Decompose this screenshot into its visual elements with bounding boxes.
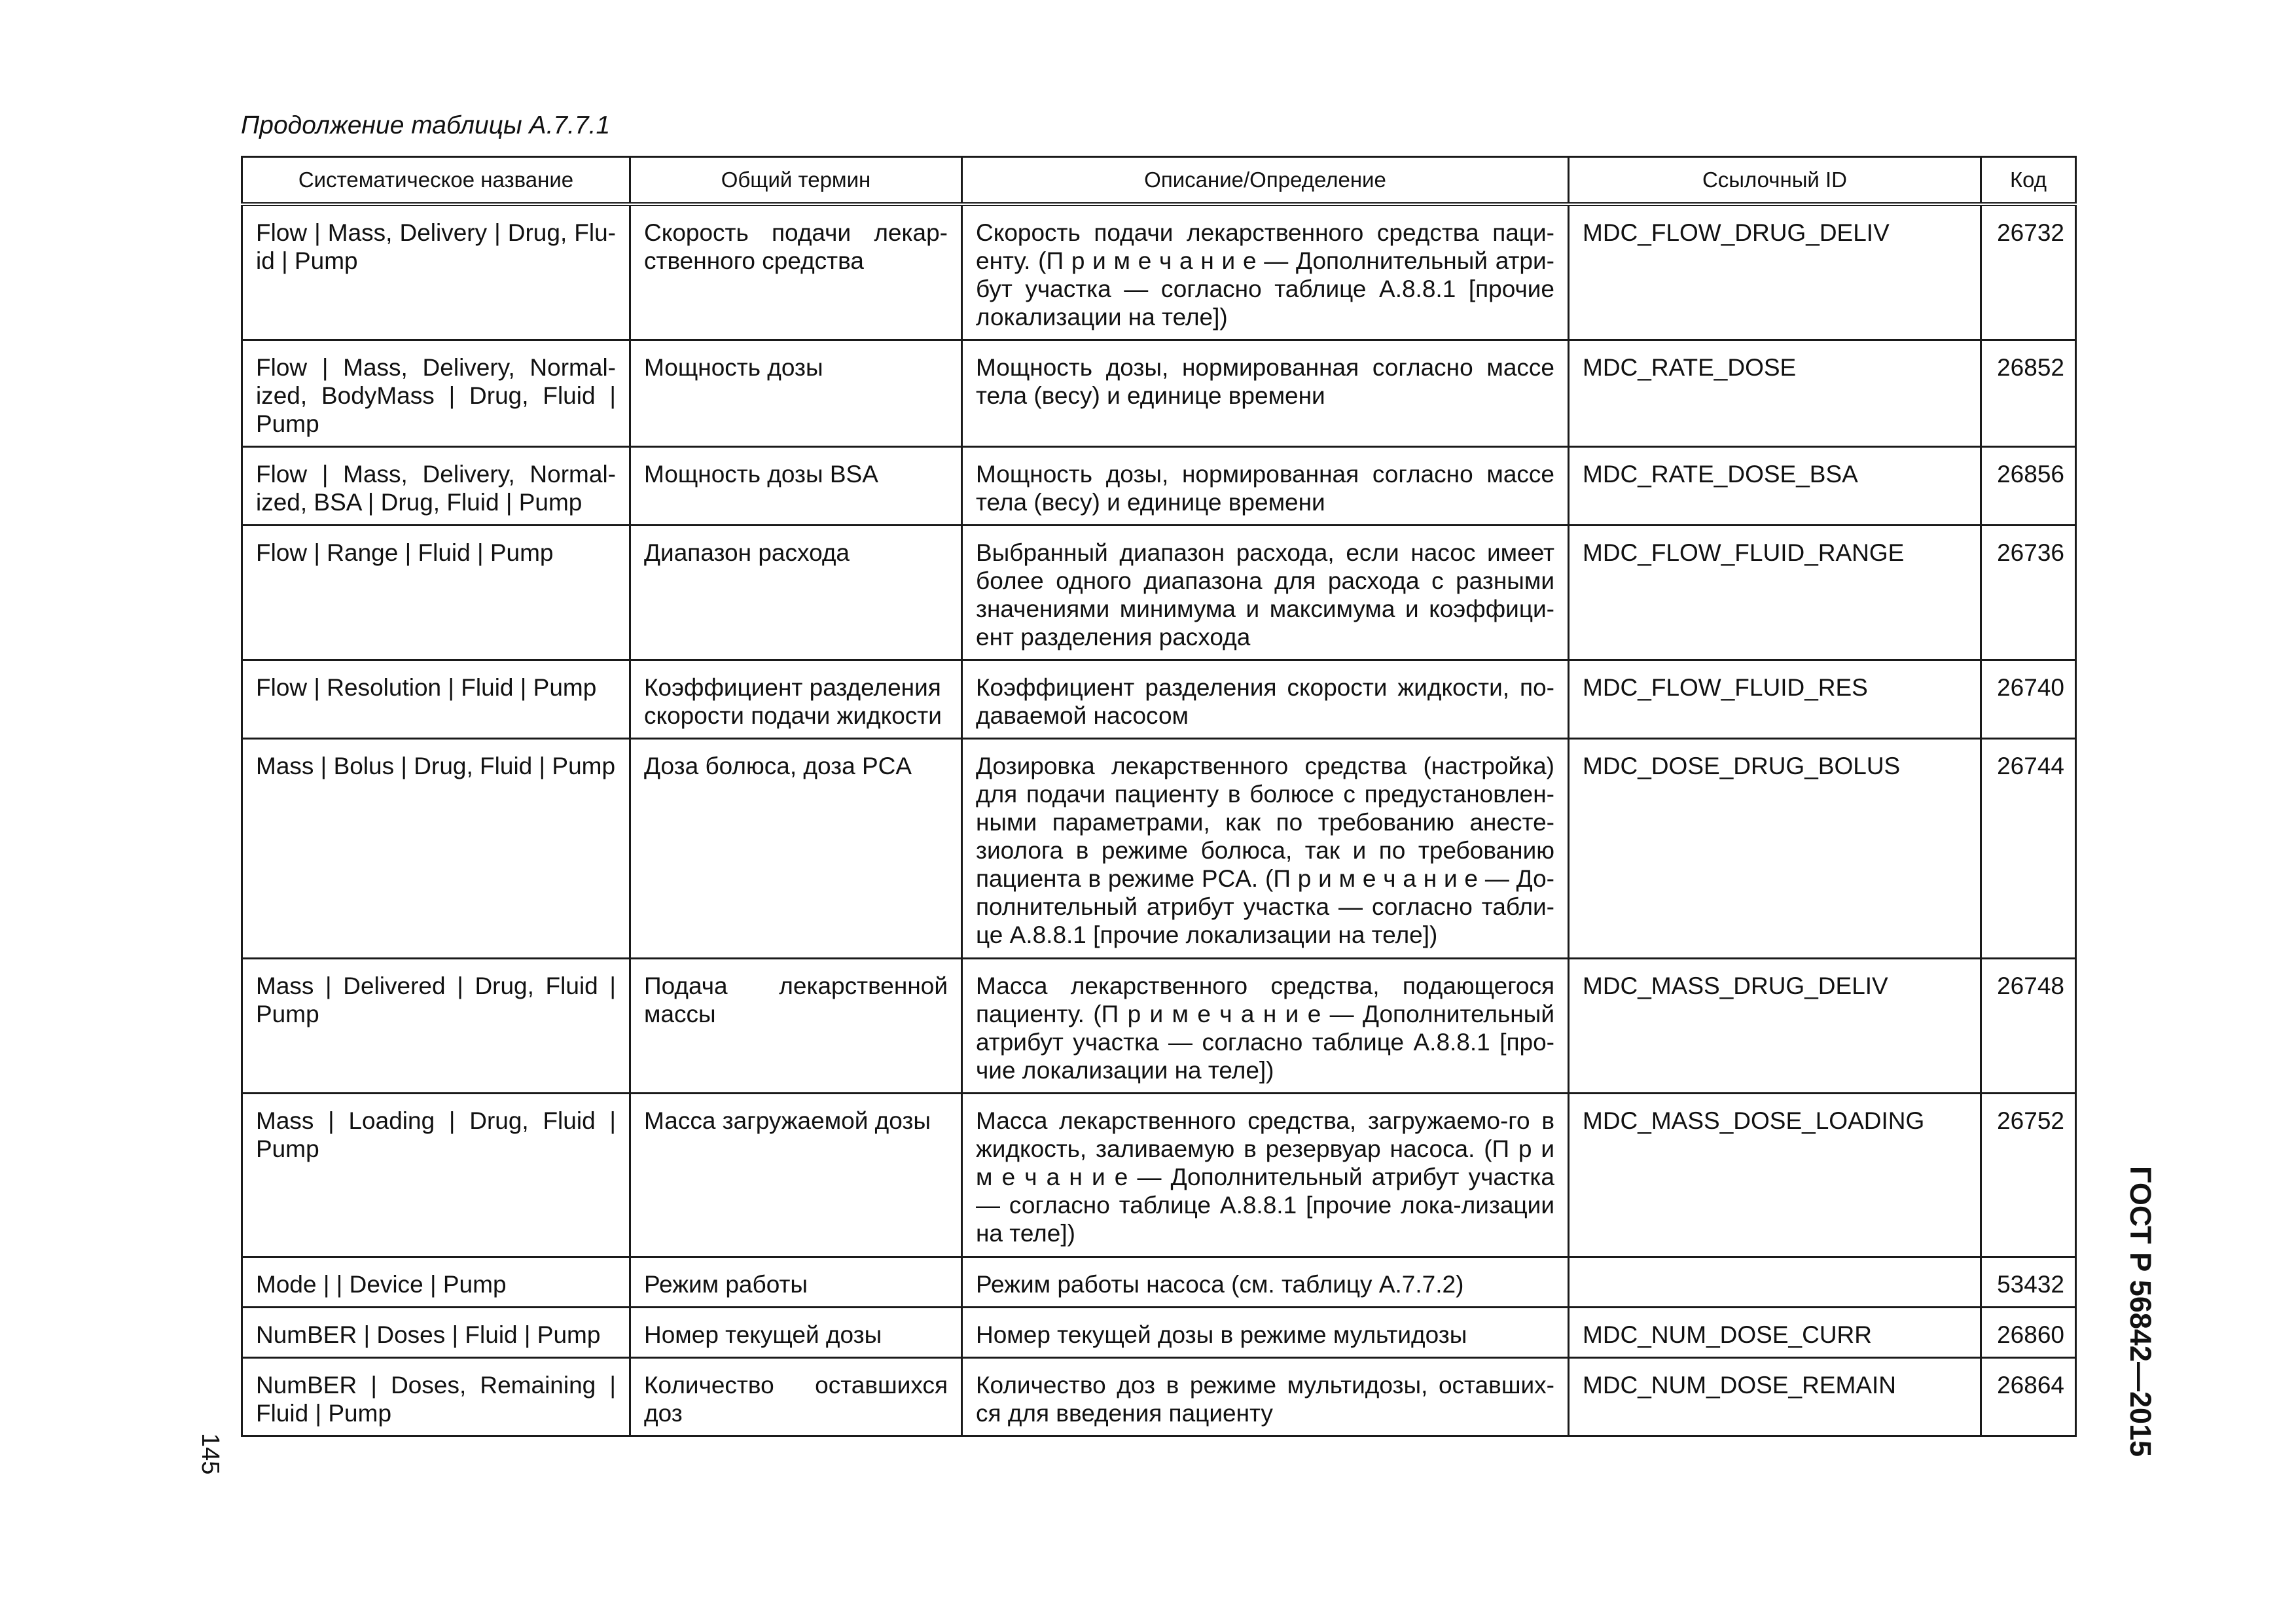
cell-common-term: Мощность дозы (630, 340, 962, 446)
cell-systematic-name: NumBER | Doses, Remaining | Fluid | Pump (242, 1357, 630, 1436)
cell-reference-id: MDC_DOSE_DRUG_BOLUS (1569, 738, 1981, 958)
header-description: Описание/Определение (962, 157, 1569, 204)
table-caption: Продолжение таблицы А.7.7.1 (241, 111, 611, 139)
cell-reference-id: MDC_RATE_DOSE_BSA (1569, 446, 1981, 525)
cell-common-term: Диапазон расхода (630, 525, 962, 660)
cell-systematic-name: Flow | Resolution | Fluid | Pump (242, 660, 630, 738)
table-row (242, 738, 2076, 958)
table-row (242, 204, 2076, 340)
cell-common-term: Скорость подачи лекар-ственного средства (630, 204, 962, 340)
header-common-term: Общий термин (630, 157, 962, 204)
cell-description: Масса лекарственного средства, подающегося пациенту. (П р и м е ч а н и е — Дополнительный атрибут участка — согласно таблице А.8.8.1 [про-чие локализации на теле]) (962, 958, 1569, 1093)
cell-reference-id: MDC_MASS_DRUG_DELIV (1569, 958, 1981, 1093)
cell-common-term: Доза болюса, доза PCA (630, 738, 962, 958)
cell-systematic-name: Mode | | Device | Pump (242, 1257, 630, 1307)
table-header-row (242, 157, 2076, 204)
table-row (242, 958, 2076, 1093)
table-row (242, 1257, 2076, 1307)
cell-reference-id: MDC_FLOW_FLUID_RES (1569, 660, 1981, 738)
cell-common-term: Масса загружаемой дозы (630, 1093, 962, 1257)
cell-common-term: Коэффициент разделения скорости подачи жидкости (630, 660, 962, 738)
table-row (242, 1357, 2076, 1436)
cell-reference-id: MDC_MASS_DOSE_LOADING (1569, 1093, 1981, 1257)
header-reference-id: Ссылочный ID (1569, 157, 1981, 204)
cell-common-term: Подача лекарственной массы (630, 958, 962, 1093)
cell-description: Мощность дозы, нормированная согласно массе тела (весу) и единице времени (962, 340, 1569, 446)
cell-code: 26752 (1981, 1093, 2076, 1257)
cell-reference-id: MDC_NUM_DOSE_CURR (1569, 1307, 1981, 1357)
cell-systematic-name: Flow | Mass, Delivery | Drug, Flu-id | Pump (242, 204, 630, 340)
table-row (242, 1307, 2076, 1357)
cell-code: 53432 (1981, 1257, 2076, 1307)
cell-code: 26732 (1981, 204, 2076, 340)
cell-reference-id (1569, 1257, 1981, 1307)
cell-description: Мощность дозы, нормированная согласно массе тела (весу) и единице времени (962, 446, 1569, 525)
cell-description: Коэффициент разделения скорости жидкости, по-даваемой насосом (962, 660, 1569, 738)
cell-code: 26736 (1981, 525, 2076, 660)
cell-code: 26740 (1981, 660, 2076, 738)
cell-code: 26856 (1981, 446, 2076, 525)
cell-description: Режим работы насоса (см. таблицу А.7.7.2) (962, 1257, 1569, 1307)
cell-systematic-name: NumBER | Doses | Fluid | Pump (242, 1307, 630, 1357)
cell-description: Выбранный диапазон расхода, если насос имеет более одного диапазона для расхода с разными значениями минимума и максимума и коэффици-ент разделения расхода (962, 525, 1569, 660)
cell-code: 26744 (1981, 738, 2076, 958)
table-row (242, 1093, 2076, 1257)
cell-code: 26852 (1981, 340, 2076, 446)
cell-systematic-name: Flow | Range | Fluid | Pump (242, 525, 630, 660)
document-standard-title: ГОСТ Р 56842—2015 (2124, 1166, 2157, 1457)
cell-systematic-name: Flow | Mass, Delivery, Normal-ized, BSA | Drug, Fluid | Pump (242, 446, 630, 525)
table-row (242, 340, 2076, 446)
cell-reference-id: MDC_RATE_DOSE (1569, 340, 1981, 446)
cell-code: 26748 (1981, 958, 2076, 1093)
cell-common-term: Режим работы (630, 1257, 962, 1307)
cell-common-term: Номер текущей дозы (630, 1307, 962, 1357)
cell-systematic-name: Mass | Delivered | Drug, Fluid | Pump (242, 958, 630, 1093)
cell-description: Скорость подачи лекарственного средства паци-енту. (П р и м е ч а н и е — Дополнительный атри-бут участка — согласно таблице А.8.8.1 [прочие локализации на теле]) (962, 204, 1569, 340)
cell-systematic-name: Flow | Mass, Delivery, Normal-ized, BodyMass | Drug, Fluid | Pump (242, 340, 630, 446)
cell-reference-id: MDC_FLOW_FLUID_RANGE (1569, 525, 1981, 660)
cell-code: 26864 (1981, 1357, 2076, 1436)
cell-systematic-name: Mass | Loading | Drug, Fluid | Pump (242, 1093, 630, 1257)
table-row (242, 446, 2076, 525)
table-row (242, 660, 2076, 738)
terms-table (241, 156, 2077, 1437)
cell-code: 26860 (1981, 1307, 2076, 1357)
table-row (242, 525, 2076, 660)
cell-description: Масса лекарственного средства, загружаемо-го в жидкость, заливаемую в резервуар насоса. (П р и м е ч а н и е — Дополнительный атрибут участка — согласно таблице А.8.8.1 [прочие лока-лизации на теле]) (962, 1093, 1569, 1257)
cell-reference-id: MDC_NUM_DOSE_REMAIN (1569, 1357, 1981, 1436)
header-systematic-name: Систематическое название (242, 157, 630, 204)
page-number: 145 (196, 1433, 224, 1475)
cell-reference-id: MDC_FLOW_DRUG_DELIV (1569, 204, 1981, 340)
cell-common-term: Количество оставшихся доз (630, 1357, 962, 1436)
cell-description: Количество доз в режиме мультидозы, оставших-ся для введения пациенту (962, 1357, 1569, 1436)
cell-common-term: Мощность дозы BSA (630, 446, 962, 525)
cell-systematic-name: Mass | Bolus | Drug, Fluid | Pump (242, 738, 630, 958)
cell-description: Дозировка лекарственного средства (настройка) для подачи пациенту в болюсе с предустановлен-ными параметрами, как по требованию анесте-зиолога в режиме болюса, так и по требованию пациента в режиме PCA. (П р и м е ч а н и е — До-полнительный атрибут участка — согласно табли-це А.8.8.1 [прочие локализации на теле]) (962, 738, 1569, 958)
header-code: Код (1981, 157, 2076, 204)
cell-description: Номер текущей дозы в режиме мультидозы (962, 1307, 1569, 1357)
